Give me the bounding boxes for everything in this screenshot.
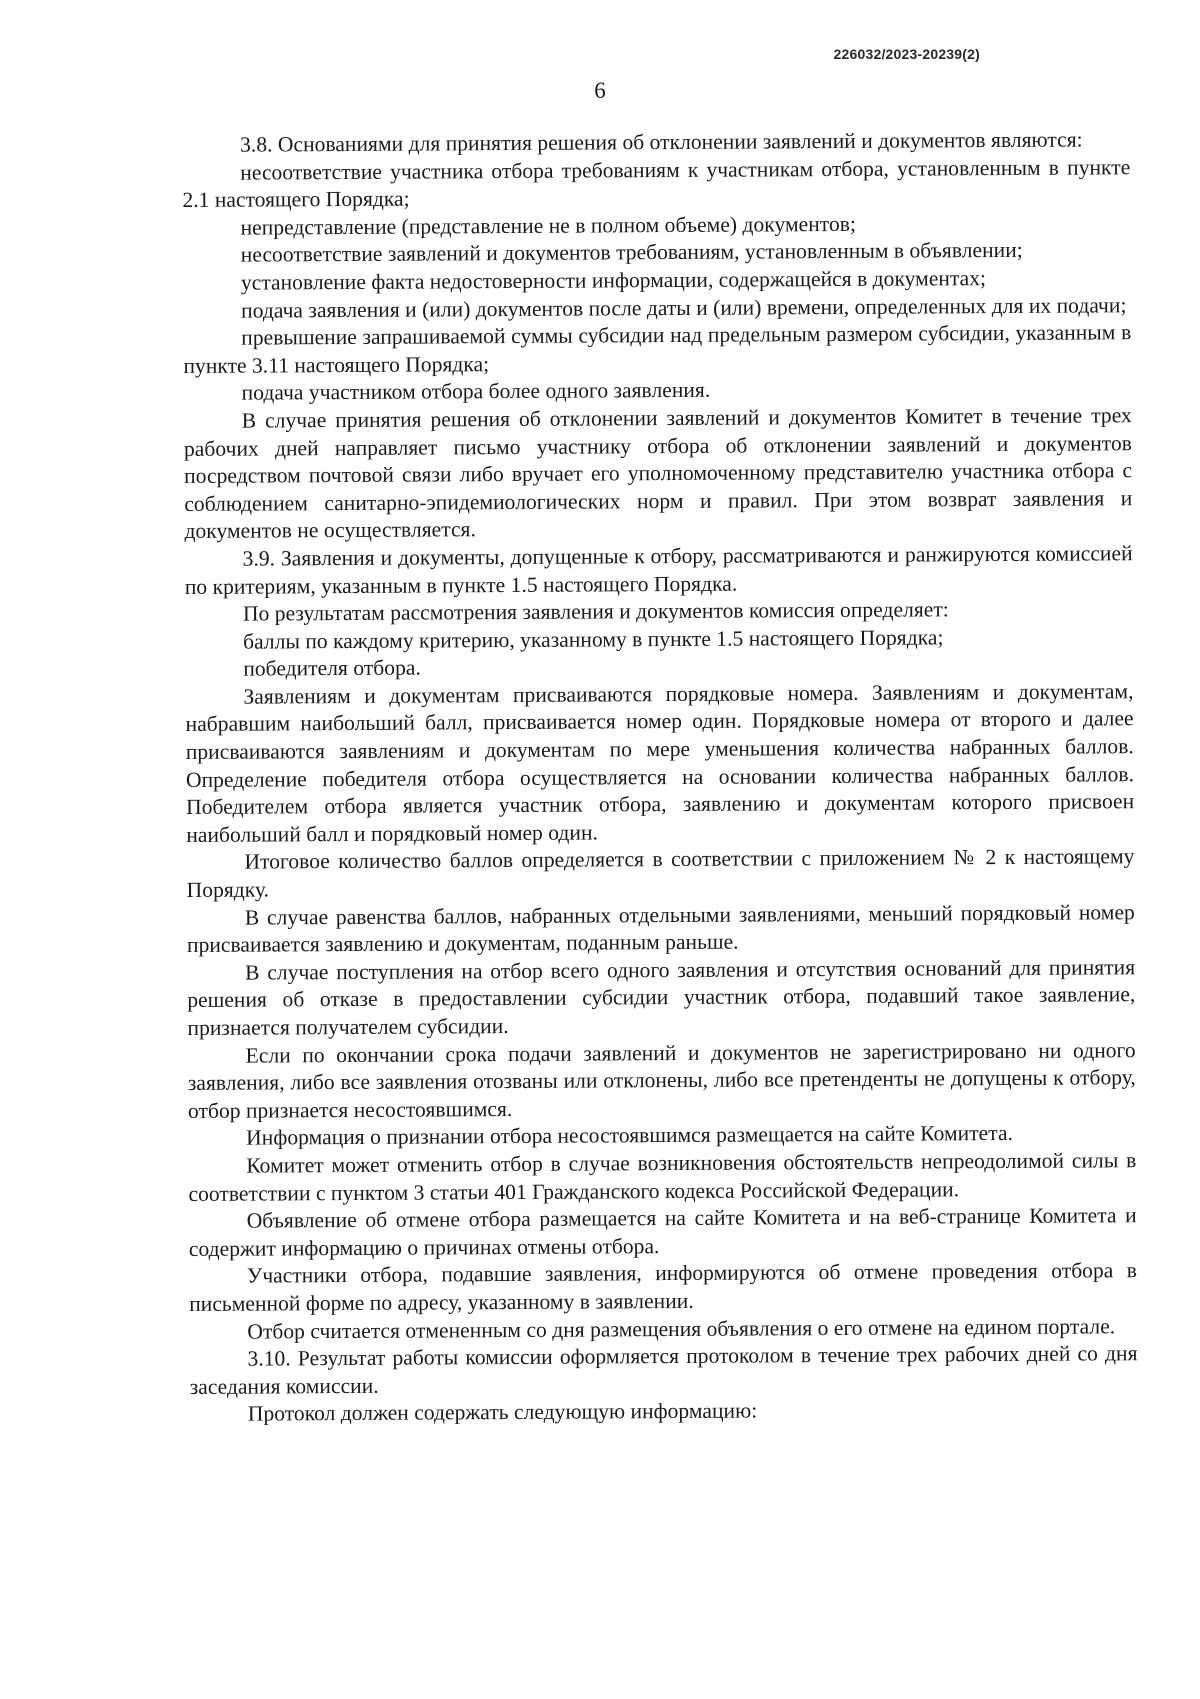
paragraph-3-10: 3.10. Результат работы комиссии оформляется протоколом в течение трех рабочих дней со дня заседания комиссии. <box>189 1341 1138 1399</box>
body-text <box>182 126 1138 1429</box>
paragraph: В случае поступления на отбор всего одного заявления и отсутствия оснований для принятия решения об отказе в предоставлении субсидии участник отбора, подавший такое заявление, признается получателем субсидии. <box>187 955 1136 1040</box>
paragraph: Если по окончании срока подачи заявлений и документов не зарегистрировано ни одного заявления, либо все заявления отозваны или отклонены, либо все претенденты не допущены к отбору, отбор признается несостоявшимся. <box>187 1037 1136 1123</box>
paragraph: Заявлениям и документам присваиваются порядковые номера. Заявлениям и документам, набравшим наибольший балл, присваивается номер один. Порядковые номера от второго и далее присваиваются заявлениям и документам по мере уменьшения количества набранных баллов. Определение победителя отбора осуществляется на основании количества набранных баллов. Победителем отбора является участник отбора, заявлению и документам которого присвоен наибольший балл и порядковый номер один. <box>185 679 1135 847</box>
list-item: несоответствие заявлений и документов требованиям, установленным в объявлении; <box>240 238 1023 268</box>
paragraph: Отбор считается отмененным со дня размещения объявления о его отмене на едином портале. <box>247 1313 1116 1344</box>
page-number: 6 <box>594 78 606 103</box>
list-item: баллы по каждому критерию, указанному в пункте 1.5 настоящего Порядка; <box>243 625 944 654</box>
list-item: превышение запрашиваемой суммы субсидии над предельным размером субсидии, указанным в пункте 3.11 настоящего Порядка; <box>183 320 1132 378</box>
list-item: подача участником отбора более одного заявления. <box>241 378 711 405</box>
paragraph: Комитет может отменить отбор в случае возникновения обстоятельств непреодолимой силы в соответствии с пунктом 3 статьи 401 Гражданского кодекса Российской Федерации. <box>188 1148 1137 1206</box>
list-item: установление факта недостоверности информации, содержащейся в документах; <box>240 266 987 295</box>
paragraph: Участники отбора, подавшие заявления, информируются об отмене проведения отбора в письменной форме по адресу, указанному в заявлении. <box>189 1258 1138 1316</box>
list-item: подача заявления и (или) документов после даты и (или) времени, определенных для их подачи; <box>241 292 1127 323</box>
paragraph: В случае принятия решения об отклонении заявлений и документов Комитет в течение трех рабочих дней направляет письмо участнику отбора об отклонении заявлений и документов посредством почтовой связи либо вручает его уполномоченному представителю участника отбора с соблюдением санитарно-эпидемиологических норм и правил. При этом возврат заявления и документов не осуществляется. <box>183 403 1133 544</box>
paragraph: Информация о признании отбора несостоявшимся размещается на сайте Комитета. <box>246 1121 1013 1151</box>
list-item: несоответствие участника отбора требованиям к участникам отбора, установленным в пункте 2.1 настоящего Порядка; <box>182 154 1131 213</box>
paragraph: По результатам рассмотрения заявления и документов комиссия определяет: <box>242 597 949 626</box>
paragraph: Объявление об отмене отбора размещается на сайте Комитета и на веб-странице Комитета и содержит информацию о причинах отмены отбора. <box>188 1203 1137 1261</box>
registration-number: 226032/2023-20239(2) <box>833 46 980 62</box>
paragraph: Итоговое количество баллов определяется в соответствии с приложением № 2 к настоящему Порядку. <box>186 844 1135 903</box>
paragraph-3-9: 3.9. Заявления и документы, допущенные к отбору, рассматриваются и ранжируются комиссией по критериям, указанным в пункте 1.5 настоящего Порядка. <box>184 541 1133 599</box>
list-item: победителя отбора. <box>243 655 421 681</box>
paragraph: Протокол должен содержать следующую информацию: <box>247 1398 758 1426</box>
list-item: непредставление (представление не в полном объеме) документов; <box>240 211 856 240</box>
paragraph: В случае равенства баллов, набранных отдельными заявлениями, меньший порядковый номер присваивается заявлению и документам, поданным раньше. <box>186 899 1135 958</box>
paragraph-3-8: 3.8. Основаниями для принятия решения об отклонении заявлений и документов являются: <box>240 127 1083 157</box>
